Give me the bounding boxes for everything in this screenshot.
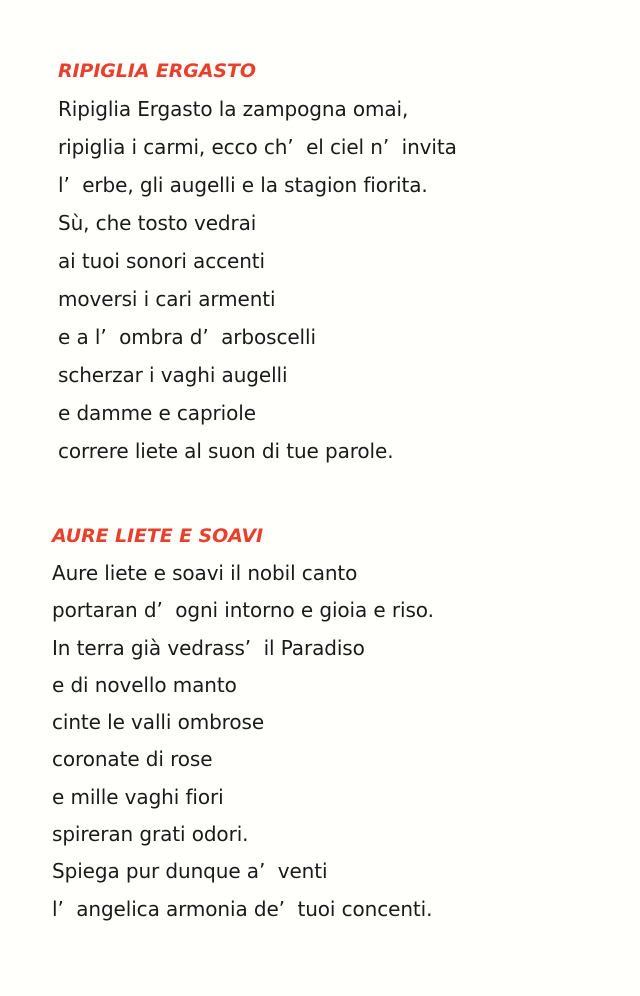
verse-line: spireran grati odori. (52, 822, 249, 847)
verse-line: Ripiglia Ergasto la zampogna omai, (58, 97, 409, 121)
verse-line: ripiglia i carmi, ecco ch’ el ciel n’ invita (58, 135, 457, 159)
verse-line: Sù, che tosto vedrai (58, 211, 257, 235)
verse-line: e mille vaghi fiori (52, 784, 224, 809)
verse-line: cinte le valli ombrose (52, 710, 265, 735)
poem-ripiglia-ergasto (58, 58, 618, 470)
poem-verses (58, 90, 618, 470)
verse-line: portaran d’ ogni intorno e gioia e riso. (52, 598, 434, 623)
verse-line: Aure liete e soavi il nobil canto (52, 561, 358, 585)
verse-line: correre liete al suon di tue parole. (58, 439, 394, 463)
verse-line: scherzar i vaghi augelli (58, 363, 288, 387)
verse-line: e di novello manto (52, 672, 237, 697)
verse-line: Spiega pur dunque a’ venti (52, 859, 328, 884)
verse-line: e a l’ ombra d’ arboscelli (58, 325, 316, 349)
verse-line: ai tuoi sonori accenti (58, 249, 265, 273)
poem-title: AURE LIETE E SOAVI (52, 525, 264, 547)
verse-line: l’ angelica armonia de’ tuoi concenti. (52, 896, 433, 921)
verse-line: moversi i cari armenti (58, 287, 276, 311)
verse-line: l’ erbe, gli augelli e la stagion fiorita. (58, 173, 428, 197)
poem-aure-liete-e-soavi (52, 523, 612, 928)
poem-title: RIPIGLIA ERGASTO (58, 60, 256, 82)
poem-verses (52, 555, 612, 928)
verse-line: coronate di rose (52, 747, 213, 772)
verse-line: In terra già vedrass’ il Paradiso (52, 635, 365, 660)
verse-line: e damme e capriole (58, 401, 256, 425)
